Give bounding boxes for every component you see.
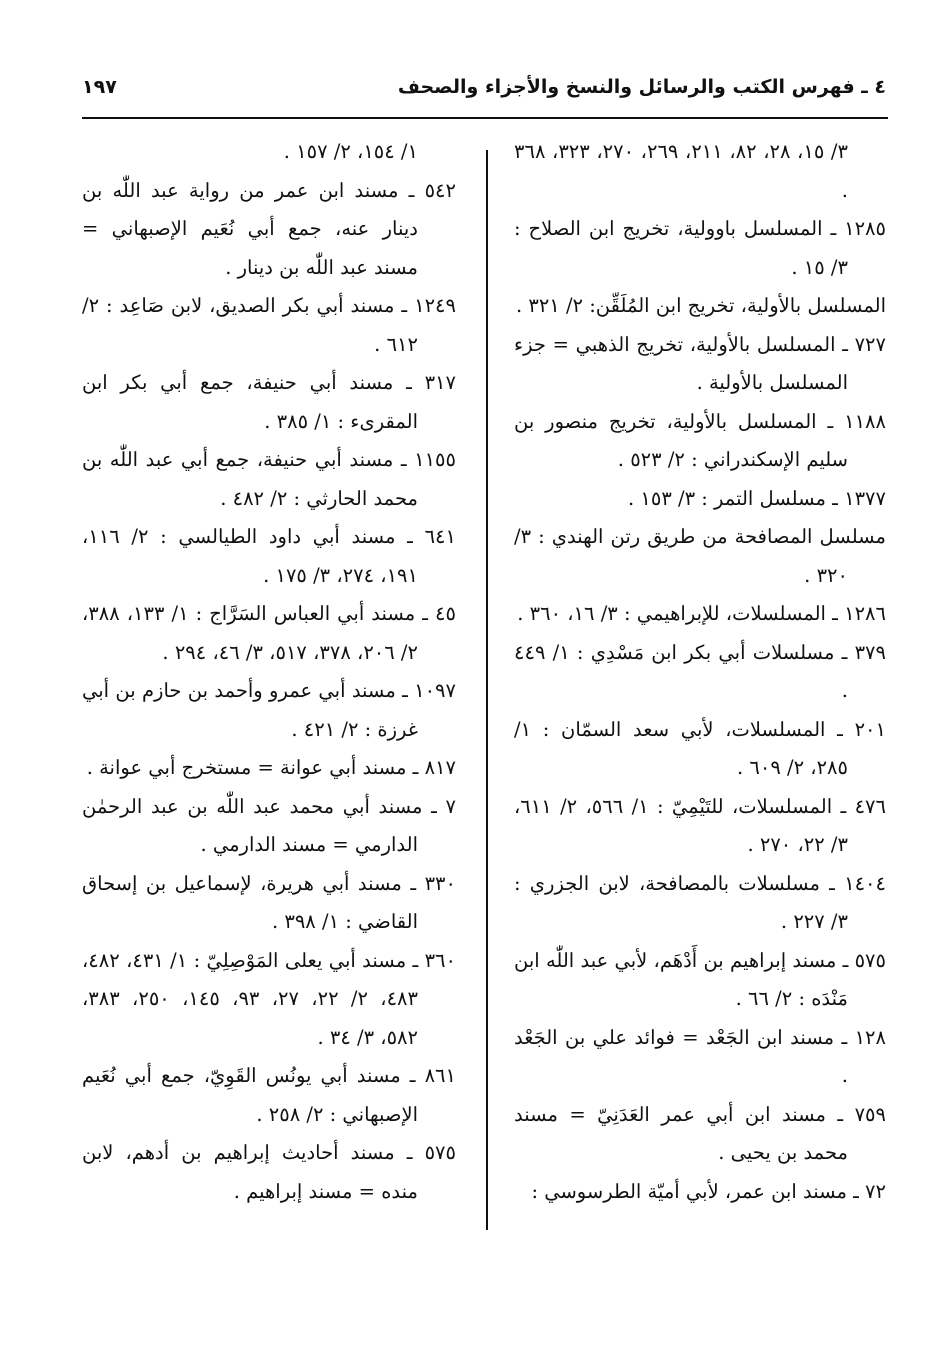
index-entry: ١/ ١٥٤، ٢/ ١٥٧ . [283,140,418,163]
column-divider [486,150,488,1230]
index-entry: ٣١٧ ـ مسند أبي حنيفة، جمع أبي بكر ابن المقرىء : ١/ ٣٨٥ . [82,371,456,433]
index-entry: ٧ ـ مسند أبي محمد عبد اللّٰه بن عبد الرحمٰن الدارمي = مسند الدارمي . [82,794,456,856]
index-entry: ١٢٤٩ ـ مسند أبي بكر الصديق، لابن صَاعِد : ٢/ ٦١٢ . [82,294,456,356]
index-entry: ١١٨٨ ـ المسلسل بالأولية، تخريج منصور بن سليم الإسكندراني : ٢/ ٥٢٣ . [514,409,886,471]
index-entry: ٤٥ ـ مسند أبي العباس السَرَّاج : ١/ ١٣٣، ٣٨٨، ٢/ ٢٠٦، ٣٧٨، ٥١٧، ٣/ ٤٦، ٢٩٤ . [82,602,456,664]
index-entry: ٣/ ١٥، ٢٨، ٨٢، ٢١١، ٢٦٩، ٢٧٠، ٣٢٣، ٣٦٨ . [514,140,848,202]
index-entry: ٨١٧ ـ مسند أبي عوانة = مستخرج أبي عوانة . [86,756,456,779]
page-header [82,76,886,106]
index-entry: ٤٧٦ ـ المسلسلات، للتَيْمِيّ : ١/ ٥٦٦، ٢/ ٦١١، ٣/ ٢٢، ٢٧٠ . [514,794,886,856]
index-entry: ١٢٨٦ ـ المسلسلات، للإبراهيمي : ٣/ ١٦، ٣٦٠ . [517,602,886,625]
index-entry: المسلسل بالأولية، تخريج ابن المُلَقِّن: ٢/ ٣٢١ . [515,294,886,317]
index-entry: ٧٢٧ ـ المسلسل بالأولية، تخريج الذهبي = جزء المسلسل بالأولية . [514,332,886,394]
index-entry: ٣٦٠ ـ مسند أبي يعلى المَوْصِلِيّ : ١/ ٤٣١، ٤٨٢، ٤٨٣، ٢/ ٢٢، ٢٧، ٩٣، ١٤٥، ٢٥٠، ٣٨٣، ٥٨٢، ٣/ ٣٤ . [82,948,456,1049]
running-title: ٤ ـ فهرس الكتب والرسائل والنسخ والأجزاء والصحف [397,76,886,98]
left-column [82,133,456,1211]
right-column [514,133,886,1211]
index-entry: ٥٧٥ ـ مسند أحاديث إبراهيم بن أدهم، لابن منده = مسند إبراهيم . [82,1141,456,1203]
index-entry: ٣٣٠ ـ مسند أبي هريرة، لإسماعيل بن إسحاق القاضي : ١/ ٣٩٨ . [82,871,456,933]
page-number: ١٩٧ [82,76,117,98]
index-entry: مسلسل المصافحة من طريق رتن الهندي : ٣/ ٣٢٠ . [514,525,886,587]
index-entry: ٧٢ ـ مسند ابن عمر، لأبي أميّة الطرسوسي : [531,1179,886,1203]
index-entry: ١٣٧٧ ـ مسلسل التمر : ٣/ ١٥٣ . [627,486,886,510]
index-entry: ٦٤١ ـ مسند أبي داود الطيالسي : ٢/ ١١٦، ١٩١، ٢٧٤، ٣/ ١٧٥ . [82,525,456,587]
index-entry: ٧٥٩ ـ مسند ابن أبي عمر العَدَنِيّ = مسند محمد بن يحيى . [514,1102,886,1164]
index-entry: ٣٧٩ ـ مسلسلات أبي بكر ابن مَسْدِي : ١/ ٤٤٩ . [514,640,886,702]
header-rule [82,117,888,119]
index-entry: ٨٦١ ـ مسند أبي يونُس القَوِيّ، جمع أبي نُعَيم الإصبهاني : ٢/ ٢٥٨ . [82,1064,456,1126]
index-entry: ١٢٨ ـ مسند ابن الجَعْد = فوائد علي بن الجَعْد . [514,1025,886,1087]
index-entry: ٥٤٢ ـ مسند ابن عمر من رواية عبد اللّٰه بن دينار عنه، جمع أبي نُعَيم الإصبهاني = مسند عبد اللّٰه بن دينار . [82,178,456,279]
index-entry: ١٤٠٤ ـ مسلسلات بالمصافحة، لابن الجزري : ٣/ ٢٢٧ . [514,871,886,933]
index-entry: ١٢٨٥ ـ المسلسل باوولية، تخريج ابن الصلاح : ٣/ ١٥ . [514,217,886,279]
index-entry: ١١٥٥ ـ مسند أبي حنيفة، جمع أبي عبد اللّٰه بن محمد الحارثي : ٢/ ٤٨٢ . [82,448,456,510]
index-entry: ٢٠١ ـ المسلسلات، لأبي سعد السمّان : ١/ ٢٨٥، ٢/ ٦٠٩ . [514,717,886,779]
index-entry: ٥٧٥ ـ مسند إبراهيم بن أَدْهَم، لأبي عبد اللّٰه ابن مَنْدَه : ٢/ ٦٦ . [514,948,886,1010]
index-entry: ١٠٩٧ ـ مسند أبي عمرو وأحمد بن حازم بن أبي غرزة : ٢/ ٤٢١ . [82,679,456,741]
